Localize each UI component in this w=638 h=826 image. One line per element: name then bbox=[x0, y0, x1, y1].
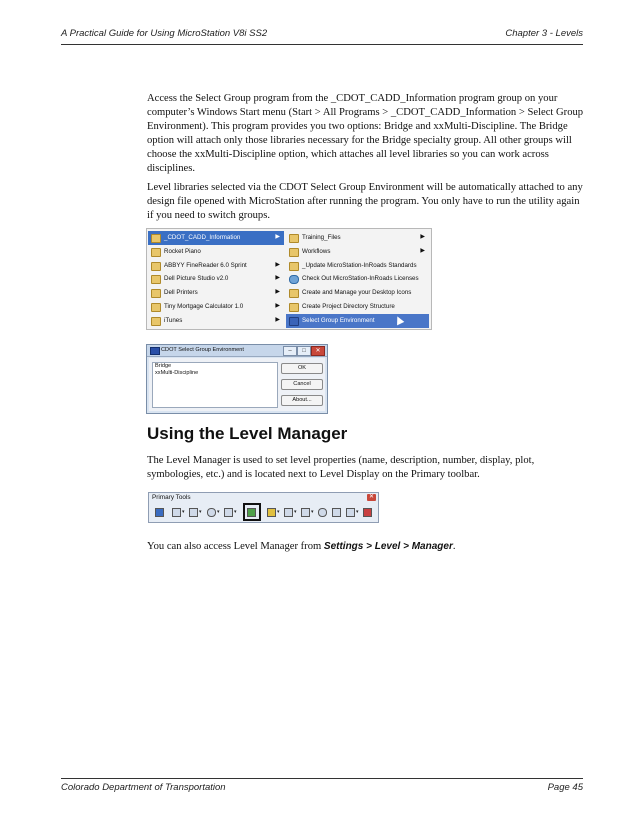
start-menu-item-label: Create Project Directory Structure bbox=[302, 302, 395, 310]
dropdown-icon[interactable]: ▾ bbox=[356, 509, 359, 515]
element-info-icon[interactable] bbox=[172, 508, 181, 517]
start-menu-item[interactable] bbox=[286, 259, 429, 273]
start-menu-item-label: Select Group Environment bbox=[302, 316, 375, 324]
start-menu-item[interactable] bbox=[148, 259, 284, 273]
start-menu-item[interactable] bbox=[148, 286, 284, 300]
start-menu-item-label: Workflows bbox=[302, 247, 331, 255]
submenu-arrow-icon: ▶ bbox=[275, 234, 280, 240]
paragraph-select-group: Access the Select Group program from the _CDOT_CADD_Information program group on your computer’s Windows Start menu (Start > All Programs > _CDOT_CADD_Information > Select Group Environment). This program provides you two options: Bridge and xxMulti-Discipline. The Bridge option will attach only those libraries necessary for the Bridge specialty group. All other groups will choose the xxMulti-Discipline option, which attaches all level libraries so you can work across disciplines. bbox=[147, 93, 584, 174]
start-menu-item-label: iTunes bbox=[164, 316, 183, 324]
level-manager-icon[interactable] bbox=[247, 508, 256, 517]
start-menu-item[interactable] bbox=[148, 314, 284, 328]
folder-icon bbox=[289, 248, 299, 257]
toolbar-buttons bbox=[151, 506, 376, 518]
start-menu-item-label: Check Out MicroStation-InRoads Licenses bbox=[302, 275, 419, 283]
section-heading: Using the Level Manager bbox=[147, 424, 348, 443]
grid-icon bbox=[289, 317, 299, 326]
start-menu-item[interactable] bbox=[148, 245, 284, 259]
page-header bbox=[61, 28, 583, 42]
maximize-icon[interactable]: □ bbox=[297, 346, 311, 356]
page-footer bbox=[61, 782, 583, 796]
start-menu-item-label: Training_Files bbox=[302, 234, 341, 241]
help-icon[interactable] bbox=[284, 508, 293, 517]
paragraph-level-manager: The Level Manager is used to set level properties (name, description, number, display, plot, symbologies, etc.) and is located next to Level Display on the Primary toolbar. bbox=[147, 455, 535, 480]
page-number: Page 45 bbox=[547, 782, 583, 793]
folder-icon bbox=[289, 234, 299, 243]
menu-path: Settings > Level > Manager bbox=[323, 541, 453, 552]
header-title: A Practical Guide for Using MicroStation V8i SS2 bbox=[61, 28, 268, 39]
start-menu-item[interactable] bbox=[286, 314, 429, 328]
start-menu-left-column bbox=[148, 231, 284, 328]
footer-organization: Colorado Department of Transportation bbox=[61, 782, 226, 793]
start-menu-item[interactable] bbox=[286, 300, 429, 314]
toolbar-title: Primary Tools bbox=[152, 494, 191, 501]
menu-access-suffix: . bbox=[452, 541, 456, 552]
submenu-arrow-icon: ▶ bbox=[275, 261, 280, 268]
start-menu-item[interactable] bbox=[148, 272, 284, 286]
dropdown-icon[interactable]: ▾ bbox=[199, 509, 202, 515]
folder-icon bbox=[151, 262, 161, 271]
folder-icon bbox=[151, 248, 161, 257]
cleanup-icon[interactable] bbox=[363, 508, 372, 517]
dropdown-icon[interactable]: ▾ bbox=[182, 509, 185, 515]
start-menu-right-column bbox=[286, 231, 429, 328]
minimize-icon[interactable]: – bbox=[283, 346, 297, 356]
primary-tools-toolbar bbox=[148, 492, 379, 523]
save-icon[interactable] bbox=[346, 508, 355, 517]
paragraph-level-libraries: Level libraries selected via the CDOT Select Group Environment will be automatically attached to any design file opened with MicroStation after running the program. You only have to run the utility again if you need to switch groups. bbox=[147, 182, 583, 221]
references-icon[interactable] bbox=[189, 508, 198, 517]
viewing-icon[interactable] bbox=[301, 508, 310, 517]
start-menu-item-label: Create and Manage your Desktop Icons bbox=[302, 289, 412, 297]
dropdown-icon[interactable]: ▾ bbox=[294, 509, 297, 515]
select-group-dialog bbox=[146, 344, 328, 414]
list-item-bridge[interactable]: Bridge bbox=[155, 363, 172, 369]
toolbar-titlebar bbox=[149, 493, 378, 503]
header-chapter: Chapter 3 - Levels bbox=[505, 28, 583, 39]
start-menu-item-label: _CDOT_CADD_Information bbox=[164, 234, 241, 241]
start-menu-item[interactable] bbox=[286, 245, 429, 259]
start-menu-screenshot bbox=[146, 228, 432, 330]
mouse-cursor-icon bbox=[394, 314, 405, 325]
ok-button[interactable]: OK bbox=[281, 363, 323, 374]
folder-icon bbox=[151, 303, 161, 312]
tool-icon[interactable] bbox=[332, 508, 341, 517]
info-icon[interactable] bbox=[318, 508, 327, 517]
menu-access-prefix: You can also access Level Manager from bbox=[147, 541, 324, 552]
dialog-title: CDOT Select Group Environment bbox=[161, 347, 244, 353]
submenu-arrow-icon: ▶ bbox=[420, 247, 425, 254]
footer-rule bbox=[61, 778, 583, 779]
folder-icon bbox=[151, 234, 161, 243]
folder-icon bbox=[289, 303, 299, 312]
app-icon bbox=[150, 347, 160, 355]
start-menu-item-label: Dell Picture Studio v2.0 bbox=[164, 275, 229, 283]
dropdown-icon[interactable]: ▾ bbox=[277, 509, 280, 515]
list-item-multi-discipline[interactable]: xxMulti-Discipline bbox=[155, 370, 199, 376]
submenu-arrow-icon: ▶ bbox=[420, 234, 425, 240]
folder-icon bbox=[151, 275, 161, 284]
dialog-titlebar bbox=[147, 345, 327, 357]
dropdown-icon[interactable]: ▾ bbox=[311, 509, 314, 515]
settings-icon[interactable] bbox=[207, 508, 216, 517]
paragraph-menu-access bbox=[147, 540, 584, 554]
folder-icon bbox=[289, 262, 299, 271]
cancel-button[interactable]: Cancel bbox=[281, 379, 323, 390]
about-button[interactable]: About... bbox=[281, 395, 323, 406]
submenu-arrow-icon: ▶ bbox=[275, 275, 280, 282]
start-menu-item-label: Tiny Mortgage Calculator 1.0 bbox=[164, 302, 244, 310]
start-menu-item[interactable] bbox=[286, 286, 429, 300]
start-menu-item-label: Dell Printers bbox=[164, 289, 198, 297]
folder-icon bbox=[151, 289, 161, 298]
start-menu-item[interactable] bbox=[148, 231, 284, 245]
start-menu-item[interactable] bbox=[286, 272, 429, 286]
materials-icon[interactable] bbox=[267, 508, 276, 517]
start-menu-item-label: Rocket Piano bbox=[164, 247, 201, 255]
start-menu-item[interactable] bbox=[286, 231, 429, 245]
start-menu-item[interactable] bbox=[148, 300, 284, 314]
submenu-arrow-icon: ▶ bbox=[275, 289, 280, 296]
folder-icon bbox=[289, 289, 299, 298]
close-icon[interactable]: ✕ bbox=[311, 346, 325, 356]
submenu-arrow-icon: ▶ bbox=[275, 302, 280, 309]
submenu-arrow-icon: ▶ bbox=[275, 316, 280, 323]
dropdown-icon[interactable]: ▾ bbox=[217, 509, 220, 515]
group-options-list[interactable] bbox=[152, 362, 278, 408]
folder-icon bbox=[151, 317, 161, 326]
dropdown-icon[interactable]: ▾ bbox=[234, 509, 237, 515]
level-display-icon[interactable] bbox=[224, 508, 233, 517]
start-menu-item-label: ABBYY FineReader 6.0 Sprint bbox=[164, 261, 247, 269]
header-rule bbox=[61, 44, 583, 45]
close-icon[interactable]: ✕ bbox=[368, 494, 375, 500]
gear-icon bbox=[289, 275, 299, 284]
start-menu-item-label: _Update MicroStation-InRoads Standards bbox=[302, 261, 417, 269]
attributes-icon[interactable] bbox=[155, 508, 164, 517]
